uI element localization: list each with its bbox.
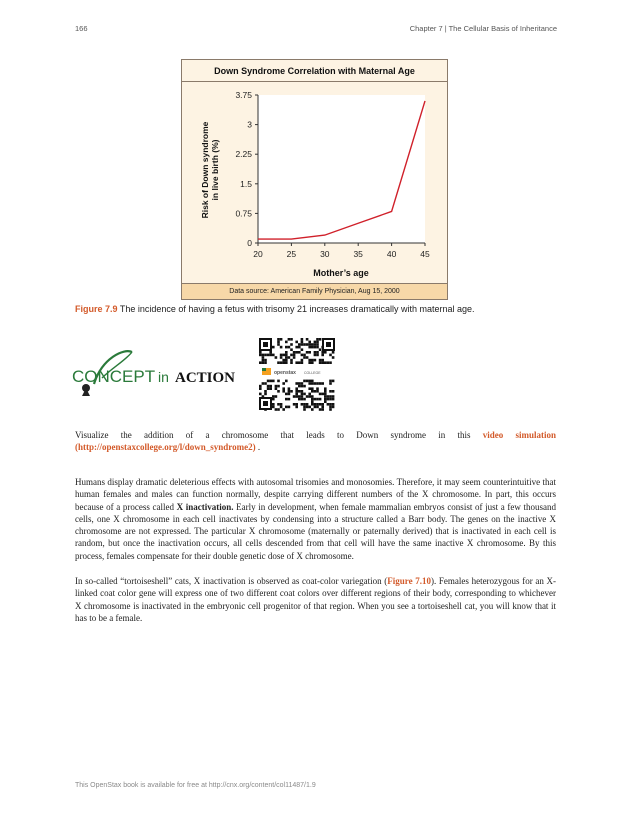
- qr-college: COLLEGE: [304, 371, 321, 375]
- video-text: Visualize the addition of a chromosome that leads to Down syndrome in this: [75, 430, 471, 440]
- x-inactivation-paragraph: [75, 476, 556, 562]
- figure-caption-text: The incidence of having a fetus with trisomy 21 increases dramatically with maternal age.: [119, 304, 475, 314]
- y-tick-label: 0.75: [235, 208, 252, 219]
- footer: This OpenStax book is available for free at http://cnx.org/content/col11487/1.9: [75, 782, 316, 789]
- paragraph1-after: Early in development, when female mammalian embryos consist of just a few thousand cells, one X chromosome in each cell inactivates by condensing into a structure called a Barr body. The genes on the inactive X chromosome are not expressed. The particular X chromosome (maternally or paternally derived) that is inactivated in each cell is random, but once the inactivation occurs, all cells descended from that cell will have the same inactive X chromosome. By this process, females compensate for their double genetic dose of X chromosome.: [75, 501, 556, 561]
- tortoiseshell-paragraph: [75, 575, 556, 624]
- y-tick-label: 3: [247, 119, 252, 130]
- y-tick-label: 0: [247, 238, 252, 248]
- y-axis-label-line1: Risk of Down syndrome: [200, 121, 210, 219]
- chapter-title: Chapter 7 | The Cellular Basis of Inheritance: [409, 24, 557, 33]
- chart-title: Down Syndrome Correlation with Maternal Age: [182, 60, 447, 82]
- chart-source: Data source: American Family Physician, Aug 15, 2000: [182, 283, 447, 299]
- concept-action-word: ACTION: [175, 370, 236, 386]
- x-tick-label: 25: [286, 249, 297, 259]
- paragraph1-before: Humans display dramatic deleterious effects with autosomal trisomies and monosomies. Therefore, it may seem counterintuitive that human females and males can function normally, despite carrying different numbers of the X chromosome. In part, this occurs because of a process called: [75, 477, 556, 512]
- video-simulation-link[interactable]: video simulation: [482, 430, 557, 440]
- x-tick-label: 40: [386, 249, 397, 259]
- chart-svg: [182, 60, 449, 301]
- x-tick-label: 45: [420, 249, 430, 259]
- x-axis-label: Mother’s age: [313, 268, 369, 278]
- qr-brand: openstax: [274, 370, 296, 376]
- video-after: .: [257, 442, 261, 453]
- figure-label: Figure 7.9: [75, 304, 118, 314]
- concept-word: CONCEPT: [72, 367, 156, 386]
- concept-in-action-logo: [72, 344, 238, 400]
- x-tick-label: 35: [353, 249, 363, 259]
- x-inactivation-term: X inactivation.: [176, 501, 234, 512]
- paragraph2-before: In so-called “tortoiseshell” cats, X inactivation is observed as coat-color variegation (: [75, 576, 388, 586]
- x-tick-label: 20: [253, 249, 263, 259]
- y-tick-label: 3.75: [235, 90, 252, 100]
- y-tick-label: 2.25: [235, 149, 252, 160]
- down-syndrome-chart: [181, 59, 448, 300]
- figure-7-10-link[interactable]: Figure 7.10: [387, 576, 432, 586]
- page-number: 166: [75, 24, 88, 33]
- figure-caption: [75, 304, 565, 314]
- concept-in-word: in: [158, 369, 169, 385]
- y-tick-label: 1.5: [240, 178, 252, 189]
- x-tick-label: 30: [320, 249, 330, 259]
- qr-code[interactable]: [258, 337, 336, 411]
- y-axis-label-line2: in live birth (%): [210, 139, 220, 201]
- plot-area: [258, 95, 425, 243]
- video-paragraph: [75, 429, 556, 454]
- video-url-link[interactable]: (http://openstaxcollege.org/l/down_syndrome2): [75, 442, 256, 453]
- paragraph2-after: ). Females heterozygous for an X-linked coat color gene will express one of two different coat colors over different regions of their body, corresponding to whichever X chromosome is inactivated in the embryonic cell progenitor of that region. When you see a tortoiseshell cat, you will know that it has to be a female.: [75, 576, 556, 623]
